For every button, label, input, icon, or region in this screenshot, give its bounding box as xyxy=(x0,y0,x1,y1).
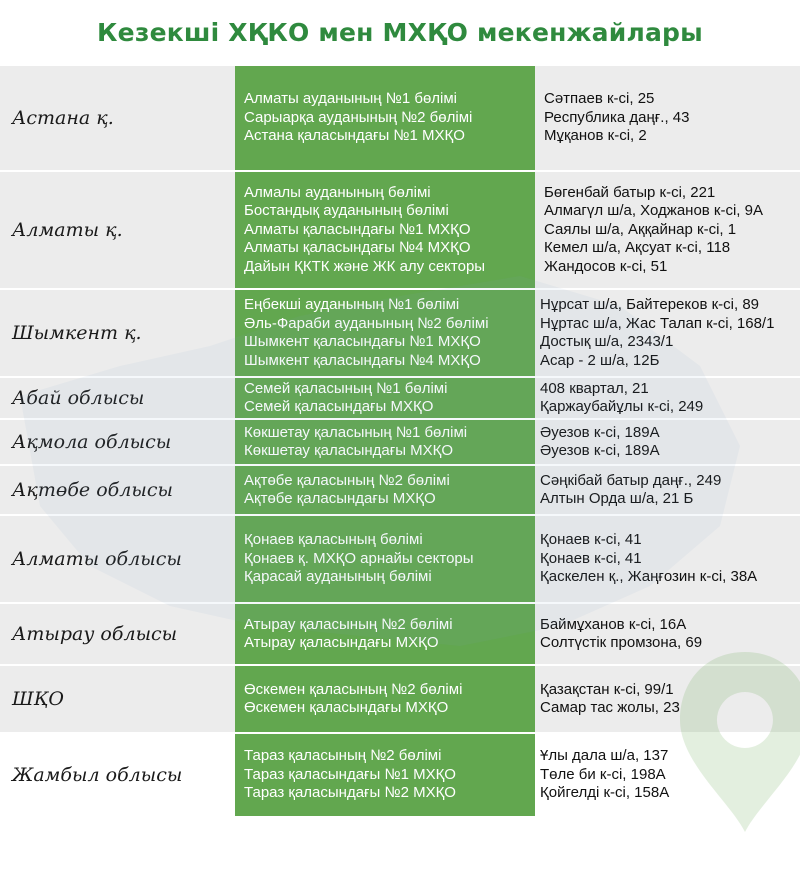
office-item: Алматы қаласындағы №4 МХҚО xyxy=(244,239,471,257)
office-list xyxy=(235,378,535,418)
table-row xyxy=(0,378,800,420)
region-name: ШҚО xyxy=(12,688,64,710)
office-item: Тараз қаласындағы №1 МХҚО xyxy=(244,765,456,783)
address-item: Сәтпаев к-сі, 25 xyxy=(544,90,655,108)
office-item: Көкшетау қаласының №1 бөлімі xyxy=(244,423,468,441)
address-list xyxy=(540,378,800,418)
table-row xyxy=(0,516,800,604)
address-item: Қаскелен қ., Жаңғозин к-сі, 38А xyxy=(540,568,758,586)
address-item: Алтын Орда ш/а, 21 Б xyxy=(540,490,694,507)
address-item: Баймұханов к-сі, 16А xyxy=(540,615,687,633)
address-item: Нұрсат ш/а, Байтереков к-сі, 89 xyxy=(540,296,760,313)
office-list xyxy=(235,466,535,514)
office-item: Атырау қаласының №2 бөлімі xyxy=(244,615,453,633)
address-item: Солтүстік промзона, 69 xyxy=(540,634,703,651)
region-name: Алматы қ. xyxy=(12,219,123,241)
address-list xyxy=(540,466,800,514)
office-item: Астана қаласындағы №1 МХҚО xyxy=(244,127,465,145)
address-item: Қаржаубайұлы к-сі, 249 xyxy=(540,398,704,415)
office-item: Қарасай ауданының бөлімі xyxy=(244,568,432,586)
office-item: Тараз қаласының №2 бөлімі xyxy=(244,747,442,765)
region-name: Атырау облысы xyxy=(12,623,178,645)
office-item: Өскемен қаласының №2 бөлімі xyxy=(244,680,463,698)
office-item: Алматы қаласындағы №1 МХҚО xyxy=(244,220,471,238)
table-row xyxy=(0,66,800,172)
office-item: Семей қаласындағы МХҚО xyxy=(244,398,434,415)
address-item: Сәңкібай батыр даңғ., 249 xyxy=(540,471,722,489)
address-item: Қойгелді к-сі, 158А xyxy=(540,784,670,802)
office-list xyxy=(235,604,535,664)
address-item: Самар тас жолы, 23 xyxy=(540,699,680,716)
office-item: Ақтөбе қаласының №2 бөлімі xyxy=(244,471,450,489)
table-row xyxy=(0,172,800,290)
office-item: Дайын ҚКТК және ЖК алу секторы xyxy=(244,257,486,275)
office-item: Қонаев қаласының бөлімі xyxy=(244,531,423,549)
office-item: Сарыарқа ауданының №2 бөлімі xyxy=(244,108,473,126)
address-item: Достық ш/а, 2343/1 xyxy=(540,333,674,350)
office-item: Алматы ауданының №1 бөлімі xyxy=(244,90,458,108)
address-item: Ұлы дала ш/а, 137 xyxy=(540,747,669,765)
office-item: Тараз қаласындағы №2 МХҚО xyxy=(244,784,456,802)
address-item: Нұртас ш/а, Жас Талап к-сі, 168/1 xyxy=(540,314,775,332)
office-item: Әль-Фараби ауданының №2 бөлімі xyxy=(244,314,489,332)
page-title: Кезекші ХҚКО мен МХҚО мекенжайлары xyxy=(97,18,703,47)
location-pin-icon xyxy=(670,642,800,842)
region-name: Астана қ. xyxy=(12,107,114,129)
office-list xyxy=(235,66,535,170)
office-item: Өскемен қаласындағы МХҚО xyxy=(244,699,449,716)
address-item: Қазақстан к-сі, 99/1 xyxy=(540,680,674,698)
office-item: Алмалы ауданының бөлімі xyxy=(244,183,431,201)
address-item: Төле би к-сі, 198А xyxy=(540,765,666,783)
office-list xyxy=(235,666,535,732)
table-row xyxy=(0,420,800,466)
office-item: Семей қаласының №1 бөлімі xyxy=(244,379,448,397)
office-item: Ақтөбе қаласындағы МХҚО xyxy=(244,490,436,507)
office-list xyxy=(235,420,535,464)
address-list xyxy=(540,516,800,602)
address-item: Асар - 2 ш/а, 12Б xyxy=(540,351,660,369)
address-item: Әуезов к-сі, 189А xyxy=(540,442,660,459)
address-item: Қонаев к-сі, 41 xyxy=(540,531,642,549)
address-item: Мұқанов к-сі, 2 xyxy=(544,127,647,145)
region-name: Алматы облысы xyxy=(12,548,182,570)
address-item: Қонаев к-сі, 41 xyxy=(540,549,642,567)
address-item: Саялы ш/а, Аққайнар к-сі, 1 xyxy=(544,220,737,238)
address-item: Әуезов к-сі, 189А xyxy=(540,423,660,441)
office-list xyxy=(235,290,535,376)
office-item: Шымкент қаласындағы №4 МХҚО xyxy=(244,351,481,369)
region-name: Абай облысы xyxy=(12,387,145,409)
office-item: Қонаев қ. МХҚО арнайы секторы xyxy=(244,549,474,567)
address-item: Бөгенбай батыр к-сі, 221 xyxy=(544,183,716,201)
address-list xyxy=(540,420,800,464)
address-list xyxy=(540,290,800,376)
office-item: Бостандық ауданының бөлімі xyxy=(244,202,449,220)
address-item: Алмагүл ш/а, Ходжанов к-сі, 9А xyxy=(544,202,763,220)
office-item: Шымкент қаласындағы №1 МХҚО xyxy=(244,333,481,350)
address-item: Кемел ш/а, Ақсуат к-сі, 118 xyxy=(544,239,731,257)
office-item: Көкшетау қаласындағы МХҚО xyxy=(244,442,454,459)
address-item: Республика даңғ., 43 xyxy=(544,108,690,126)
table-row xyxy=(0,466,800,516)
office-list xyxy=(235,516,535,602)
region-name: Шымкент қ. xyxy=(12,322,142,344)
address-item: Жандосов к-сі, 51 xyxy=(544,257,668,275)
region-name: Ақтөбе облысы xyxy=(12,479,173,501)
table-row xyxy=(0,290,800,378)
region-name: Жамбыл облысы xyxy=(12,764,183,786)
region-name: Ақмола облысы xyxy=(12,431,172,453)
office-item: Еңбекші ауданының №1 бөлімі xyxy=(244,296,460,313)
address-list xyxy=(544,172,800,288)
address-list xyxy=(544,66,800,170)
address-item: 408 квартал, 21 xyxy=(540,379,649,397)
office-list xyxy=(235,172,535,288)
office-item: Атырау қаласындағы МХҚО xyxy=(244,634,439,651)
office-list xyxy=(235,734,535,816)
